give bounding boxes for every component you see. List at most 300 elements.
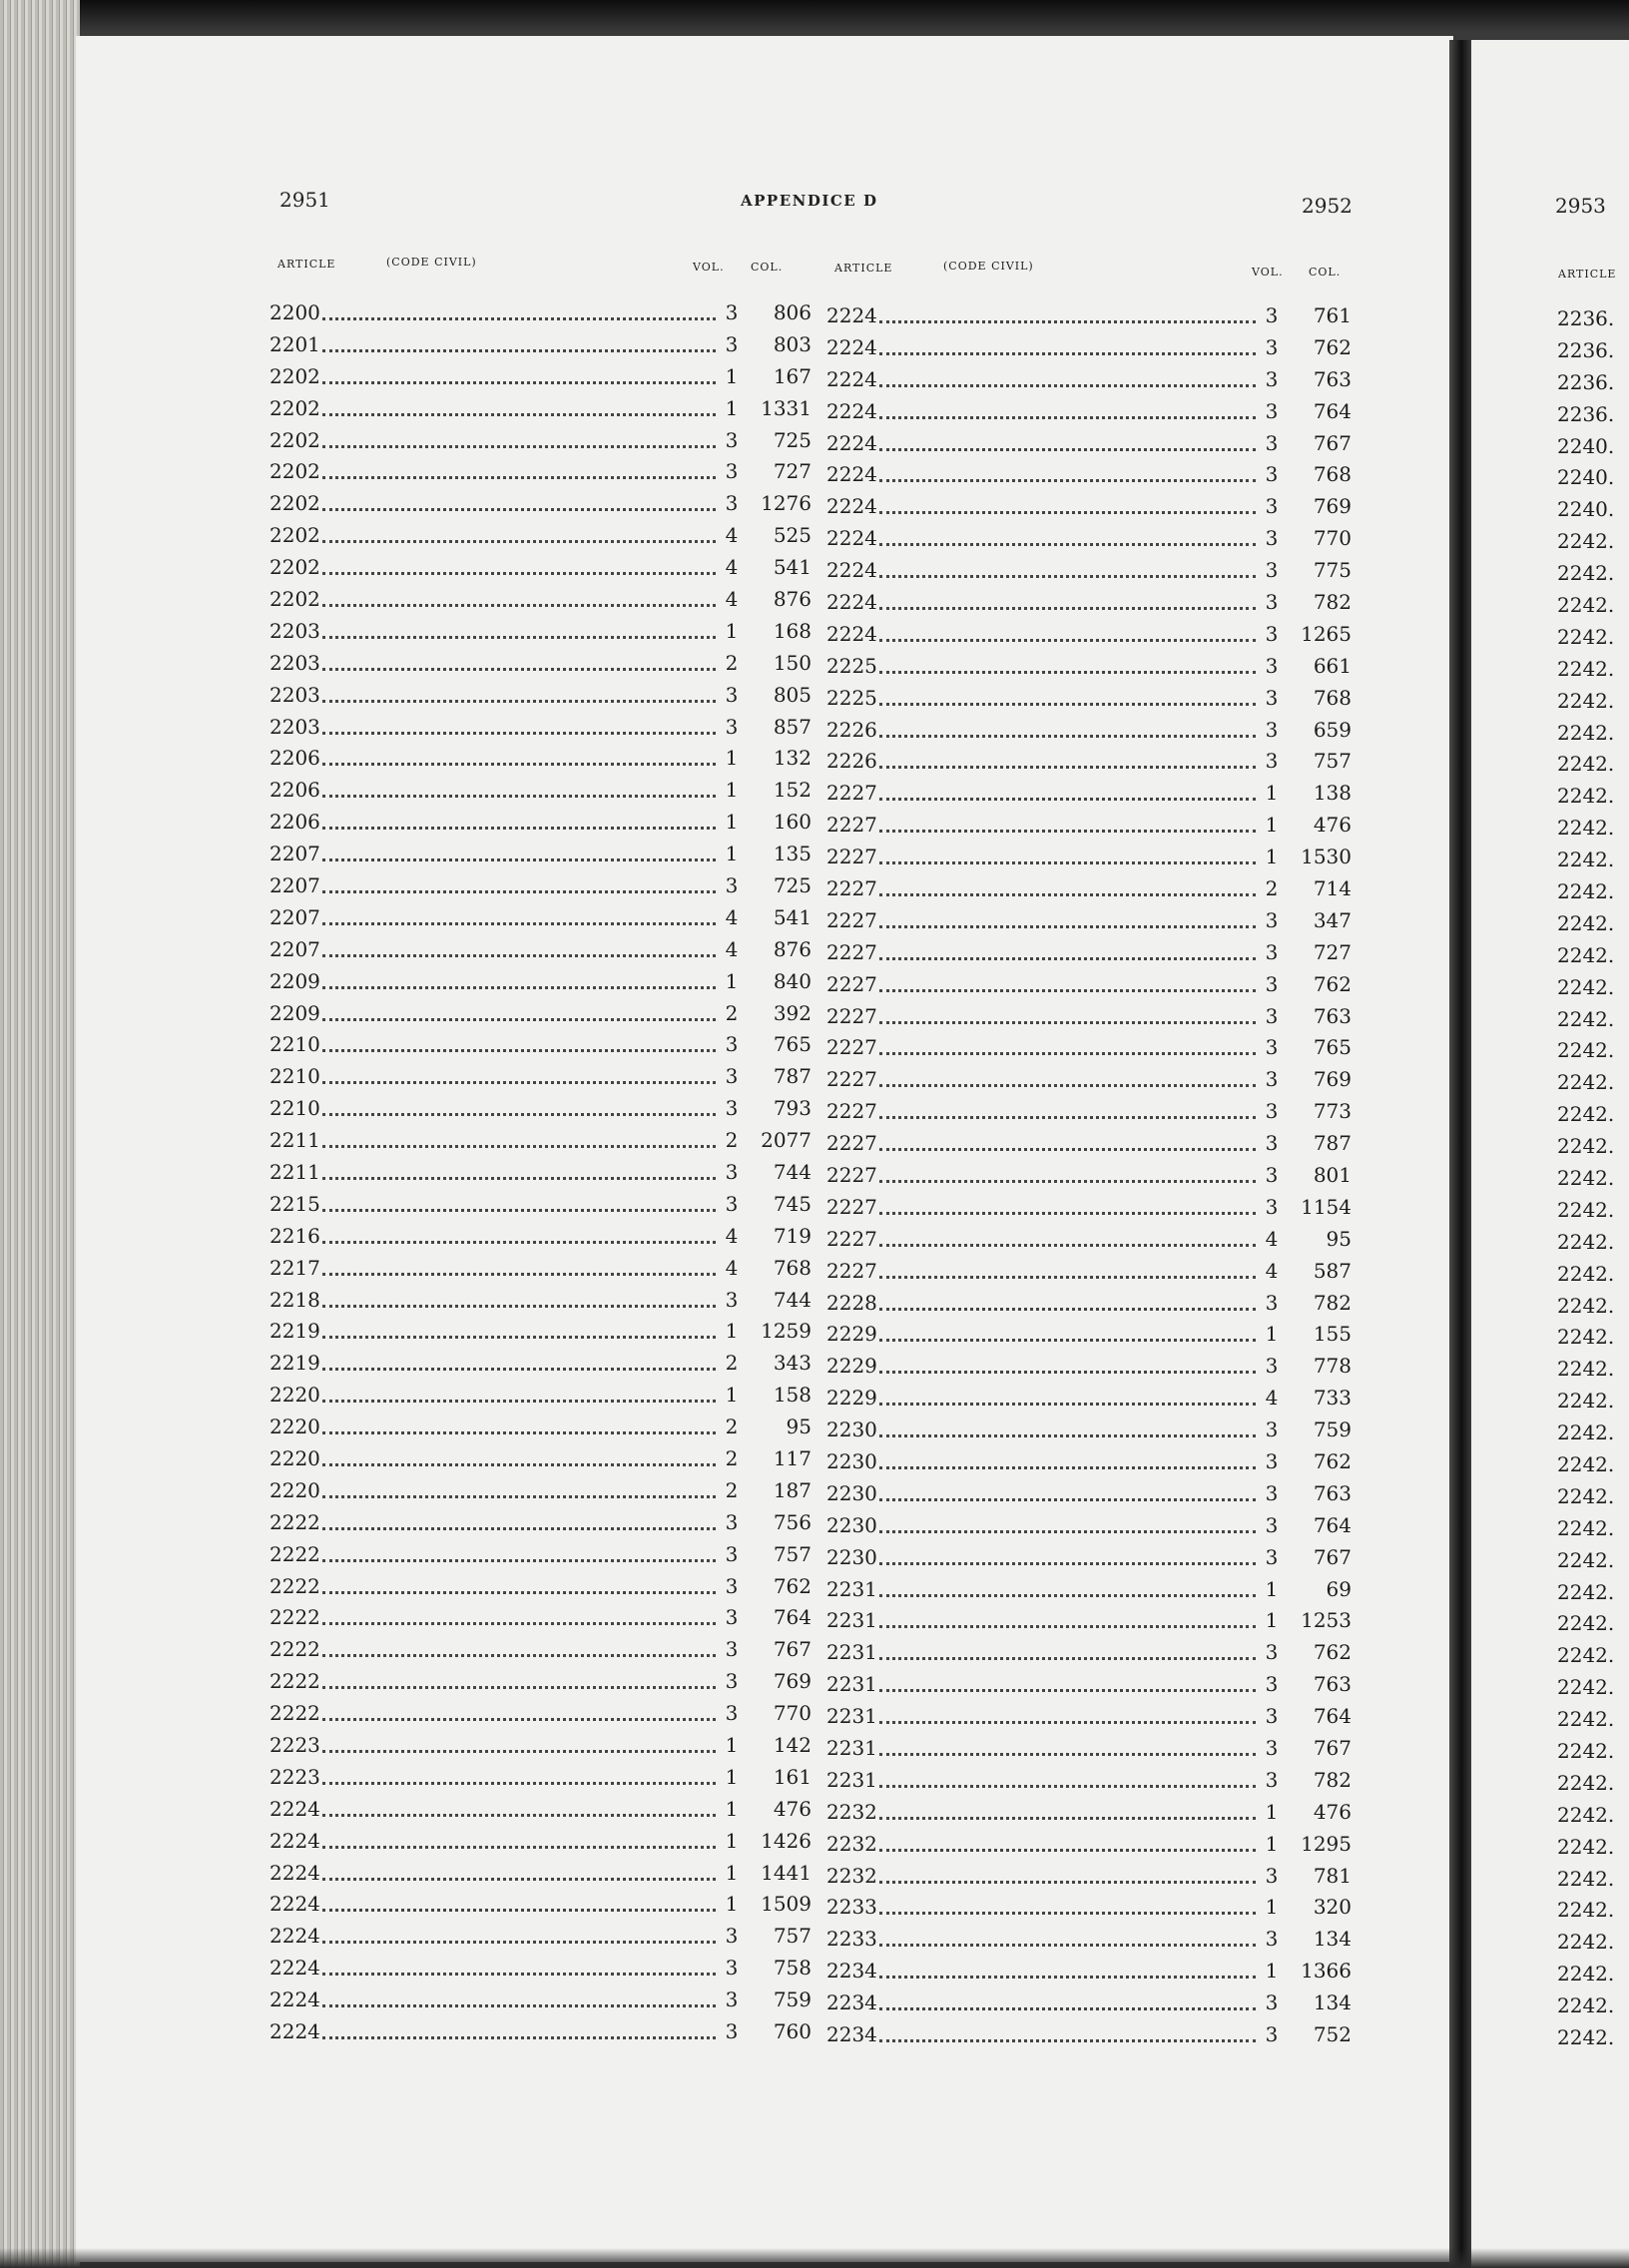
index-entry-row [826,490,1354,522]
article-number: 2224 [826,494,877,519]
article-number: 2233 [826,1927,877,1952]
index-entry-row [826,1732,1354,1764]
column-number: 764 [1313,398,1352,423]
article-number: 2203 [270,618,320,643]
volume-number: 3 [725,714,739,739]
article-number: 2242. [1557,1070,1615,1095]
column-number: 1530 [1301,845,1352,869]
column-number: 840 [773,968,812,993]
article-number: 2224 [826,430,877,455]
dot-leader [879,1720,1256,1724]
page-number-2952: 2952 [1302,194,1353,218]
index-entry-row [1557,1639,1629,1671]
dot-leader [879,1975,1256,1979]
volume-number: 1 [1265,1831,1279,1856]
index-entry-row [270,1570,814,1602]
dot-leader [879,2038,1256,2042]
index-entry-row [1557,1194,1629,1226]
article-number: 2232 [826,1863,877,1888]
article-number: 2242. [1557,1134,1615,1159]
index-entry-row [1557,1480,1629,1512]
article-number: 2231 [826,1704,877,1729]
volume-number: 1 [725,968,739,993]
article-number: 2209 [270,968,320,993]
index-entry-row [1557,1003,1629,1035]
dot-leader [322,1048,716,1052]
volume-number: 1 [725,1828,739,1853]
column-number: 768 [773,1255,812,1280]
dot-leader [879,638,1256,642]
article-number: 2231 [826,1672,877,1697]
volume-number: 4 [725,586,739,611]
article-number: 2242. [1557,1898,1615,1923]
dot-leader [322,475,716,479]
volume-number: 3 [725,1032,739,1057]
volume-number: 2 [725,650,739,675]
column-number: 782 [1313,1767,1352,1792]
volume-number: 4 [725,1223,739,1248]
index-entry-row [826,745,1354,777]
volume-number: 3 [725,2019,739,2044]
column-number: 756 [773,1509,812,1534]
dot-leader [879,351,1256,355]
index-entry-row [270,1506,814,1538]
dot-leader [322,826,716,830]
column-number: 152 [773,778,812,803]
index-entry-row [270,1633,814,1665]
dot-leader [879,1020,1256,1024]
index-entry-row [1557,1226,1629,1258]
header-col-left: COL. [751,261,784,274]
column-number: 745 [773,1191,812,1216]
volume-number: 3 [1265,1035,1279,1060]
index-entry-row [826,522,1354,554]
column-number: 769 [1313,494,1352,519]
scan-bottom-shadow [0,2248,1629,2268]
volume-number: 3 [1265,1131,1279,1156]
article-number: 2211 [270,1159,320,1184]
index-entry-row [270,1665,814,1697]
appendix-title: APPENDICE D [741,192,878,210]
index-entry-row [1557,653,1629,685]
index-entry-row [270,1538,814,1570]
dot-leader [322,699,716,703]
index-entry-row [270,647,814,679]
index-entry-row [270,901,814,933]
article-number: 2210 [270,1096,320,1121]
dot-leader [879,1338,1256,1342]
index-entry-row [826,1191,1354,1223]
dot-leader [879,1307,1256,1311]
index-entry-row [270,774,814,806]
volume-number: 3 [725,1287,739,1312]
index-entry-row [826,841,1354,872]
index-entry-row [1557,1895,1629,1927]
volume-number: 3 [1265,1672,1279,1697]
article-number: 2242. [1557,848,1615,872]
index-entry-row [270,997,814,1029]
article-number: 2242. [1557,529,1615,554]
volume-number: 1 [725,1892,739,1917]
volume-number: 3 [1265,430,1279,455]
index-entry-row [270,1984,814,2015]
article-number: 2224 [826,558,877,583]
page-stack-edges [0,0,80,2268]
volume-number: 3 [1265,717,1279,742]
volume-number: 3 [1265,971,1279,996]
article-number: 2227 [826,939,877,964]
index-entry-row [1557,525,1629,557]
column-number: 392 [773,1000,812,1025]
index-entry-row [1557,1162,1629,1194]
column-number: 1366 [1301,1959,1352,1984]
column-number: 476 [1313,813,1352,838]
column-number: 773 [1313,1099,1352,1124]
column-number: 765 [773,1032,812,1057]
index-entry-row [270,1028,814,1060]
volume-number: 3 [725,1509,739,1534]
article-number: 2202 [270,427,320,452]
column-number: 803 [773,331,812,356]
dot-leader [322,1972,716,1976]
column-number: 1509 [761,1892,812,1917]
column-number: 161 [773,1764,812,1789]
volume-number: 1 [725,363,739,388]
dot-leader [322,412,716,416]
article-number: 2222 [270,1637,320,1662]
column-number: 1426 [761,1828,812,1853]
article-number: 2236. [1557,401,1615,426]
header-code-civil-left: (CODE CIVIL) [386,256,477,269]
dot-leader [322,539,716,543]
article-number: 2242. [1557,1325,1615,1350]
index-entry-row [1557,1066,1629,1098]
article-number: 2222 [270,1605,320,1630]
article-number: 2206 [270,810,320,835]
column-number: 806 [773,299,812,324]
volume-number: 3 [1265,2022,1279,2047]
article-number: 2227 [826,971,877,996]
article-number: 2227 [826,907,877,932]
dot-leader [322,1558,716,1562]
article-number: 2236. [1557,337,1615,362]
dot-leader [879,1433,1256,1437]
article-number: 2242. [1557,1643,1615,1668]
index-entry-row [1557,812,1629,844]
article-number: 2227 [826,1099,877,1124]
article-number: 2224 [270,1924,320,1949]
article-number: 2232 [826,1799,877,1824]
index-entry-row [1557,366,1629,398]
volume-number: 3 [725,299,739,324]
dot-leader [879,892,1256,896]
dot-leader [879,1752,1256,1756]
index-entry-row [826,1573,1354,1605]
article-number: 2227 [826,1226,877,1251]
dot-leader [322,921,716,925]
index-entry-row [270,711,814,743]
dot-leader [879,1275,1256,1279]
index-entry-row [1557,334,1629,366]
article-number: 2220 [270,1446,320,1470]
article-number: 2242. [1557,1261,1615,1286]
article-number: 2220 [270,1477,320,1502]
dot-leader [322,1845,716,1849]
column-number: 1295 [1301,1831,1352,1856]
index-entry-row [270,1124,814,1156]
article-number: 2211 [270,1128,320,1153]
article-number: 2210 [270,1032,320,1057]
article-number: 2242. [1557,1739,1615,1764]
index-entry-row [270,1952,814,1984]
article-number: 2223 [270,1764,320,1789]
index-entry-row [826,427,1354,459]
column-number: 719 [773,1223,812,1248]
column-number: 758 [773,1956,812,1981]
column-number: 1441 [761,1860,812,1885]
article-number: 2202 [270,363,320,388]
index-entry-row [270,869,814,901]
article-number: 2225 [826,653,877,678]
article-number: 2202 [270,459,320,484]
article-number: 2202 [270,555,320,580]
article-number: 2224 [270,1987,320,2012]
column-number: 761 [1313,302,1352,327]
volume-number: 3 [725,1064,739,1089]
article-number: 2225 [826,685,877,710]
index-entry-row [270,1761,814,1793]
index-entry-row [826,1509,1354,1541]
article-number: 2242. [1557,561,1615,586]
article-number: 2242. [1557,784,1615,809]
index-entry-row [270,328,814,360]
index-entry-row [1557,1258,1629,1290]
column-number: 767 [1313,1736,1352,1761]
article-number: 2242. [1557,1993,1615,2018]
column-number: 725 [773,872,812,897]
article-number: 2224 [826,589,877,614]
index-entry-row [270,1284,814,1316]
index-entry-row [1557,875,1629,907]
article-number: 2227 [826,813,877,838]
article-number: 2242. [1557,1165,1615,1190]
article-number: 2222 [270,1541,320,1566]
article-number: 2222 [270,1669,320,1694]
index-entry-row [826,1892,1354,1924]
column-number: 763 [1313,1003,1352,1028]
index-entry-row [270,360,814,392]
volume-number: 3 [725,682,739,707]
dot-leader [879,924,1256,928]
article-number: 2242. [1557,1197,1615,1222]
dot-leader [879,988,1256,992]
article-number: 2242. [1557,1962,1615,1986]
volume-number: 3 [725,1541,739,1566]
dot-leader [322,1781,716,1785]
index-entry-row [1557,907,1629,939]
volume-number: 1 [725,746,739,771]
article-number: 2203 [270,682,320,707]
index-entry-row [270,296,814,328]
volume-number: 3 [1265,1354,1279,1379]
index-entry-row [270,1825,814,1857]
volume-number: 3 [1265,1767,1279,1792]
dot-leader [879,860,1256,864]
index-entry-row [270,1474,814,1506]
dot-leader [879,956,1256,960]
index-entry-row [270,1316,814,1348]
article-number: 2226 [826,717,877,742]
article-number: 2202 [270,395,320,420]
dot-leader [879,829,1256,833]
article-number: 2236. [1557,305,1615,330]
dot-leader [322,1080,716,1084]
volume-number: 3 [1265,1544,1279,1569]
index-entry-row [826,586,1354,618]
index-entry-row [826,1159,1354,1191]
header-article-left: ARTICLE [277,258,336,271]
article-number: 2231 [826,1767,877,1792]
article-number: 2217 [270,1255,320,1280]
index-entry-row [826,1700,1354,1732]
article-number: 2206 [270,746,320,771]
index-entry-row [826,650,1354,682]
volume-number: 2 [725,1351,739,1376]
volume-number: 3 [725,1159,739,1184]
index-entry-row [1557,557,1629,589]
dot-leader [879,1529,1256,1533]
index-entry-row [1557,1512,1629,1544]
index-entry-row [826,618,1354,650]
article-number: 2242. [1557,1866,1615,1891]
column-number: 757 [1313,749,1352,774]
index-column-middle [826,299,1354,2050]
volume-number: 4 [725,555,739,580]
article-number: 2242. [1557,1930,1615,1955]
volume-number: 1 [725,778,739,803]
index-column-left [270,296,814,2047]
index-entry-row [270,2015,814,2047]
article-number: 2242. [1557,1579,1615,1604]
article-number: 2228 [826,1290,877,1315]
volume-number: 4 [1265,1226,1279,1251]
volume-number: 2 [725,1477,739,1502]
column-number: 476 [773,1796,812,1821]
column-number: 770 [1313,526,1352,551]
header-vol-left: VOL. [693,261,725,274]
column-number: 763 [1313,1480,1352,1505]
index-entry-row [1557,1926,1629,1958]
header-article-next-page: ARTICLE [1558,268,1617,281]
column-number: 775 [1313,558,1352,583]
index-entry-row [826,1319,1354,1351]
dot-leader [322,1112,716,1116]
header-vol-middle: VOL. [1252,266,1284,279]
volume-number: 3 [1265,749,1279,774]
column-number: 767 [1313,430,1352,455]
article-number: 2242. [1557,1389,1615,1414]
article-number: 2227 [826,1162,877,1187]
index-entry-row [270,838,814,869]
volume-number: 1 [1265,845,1279,869]
column-number: 95 [1326,1226,1352,1251]
dot-leader [322,1494,716,1498]
article-number: 2222 [270,1573,320,1598]
index-entry-row [826,554,1354,586]
index-entry-row [1557,1799,1629,1831]
article-number: 2227 [826,1131,877,1156]
column-number: 714 [1313,875,1352,900]
volume-number: 2 [1265,875,1279,900]
article-number: 2242. [1557,1675,1615,1700]
volume-number: 3 [1265,526,1279,551]
dot-leader [322,1877,716,1881]
page-number-2953: 2953 [1555,194,1606,218]
index-entry-row [270,583,814,615]
index-entry-row [1557,1671,1629,1703]
dot-leader [879,478,1256,482]
index-entry-row [826,2018,1354,2050]
volume-number: 3 [1265,494,1279,519]
index-entry-row [826,1668,1354,1700]
column-number: 134 [1313,1990,1352,2015]
index-entry-row [270,551,814,583]
index-entry-row [826,1095,1354,1127]
index-entry-row [1557,971,1629,1003]
volume-number: 2 [725,1415,739,1439]
dot-leader [322,1208,716,1212]
column-number: 167 [773,363,812,388]
article-number: 2207 [270,936,320,961]
column-number: 876 [773,586,812,611]
dot-leader [879,1179,1256,1183]
column-number: 744 [773,1287,812,1312]
article-number: 2242. [1557,1293,1615,1318]
index-entry-row [826,714,1354,746]
index-entry-row [1557,1608,1629,1640]
column-number: 525 [773,523,812,548]
volume-number: 2 [725,1446,739,1470]
volume-number: 3 [1265,1290,1279,1315]
dot-leader [879,1402,1256,1406]
volume-number: 1 [725,395,739,420]
dot-leader [322,1653,716,1657]
article-number: 2242. [1557,1357,1615,1382]
index-entry-row [826,1477,1354,1509]
column-number: 876 [773,936,812,961]
volume-number: 1 [1265,1576,1279,1601]
volume-number: 3 [1265,1162,1279,1187]
dot-leader [879,606,1256,610]
column-number: 155 [1313,1322,1352,1347]
column-number: 95 [786,1415,812,1439]
volume-number: 3 [1265,1480,1279,1505]
volume-number: 1 [725,842,739,866]
index-entry-row [270,933,814,965]
index-entry-row [826,682,1354,714]
column-number: 764 [1313,1704,1352,1729]
dot-leader [879,415,1256,419]
index-entry-row [826,1986,1354,2018]
article-number: 2240. [1557,497,1615,522]
article-number: 2242. [1557,1611,1615,1636]
index-entry-row [1557,302,1629,334]
volume-number: 3 [1265,366,1279,391]
index-entry-row [1557,1130,1629,1162]
index-entry-row [826,363,1354,395]
index-entry-row [1557,1385,1629,1417]
index-entry-row [826,299,1354,331]
